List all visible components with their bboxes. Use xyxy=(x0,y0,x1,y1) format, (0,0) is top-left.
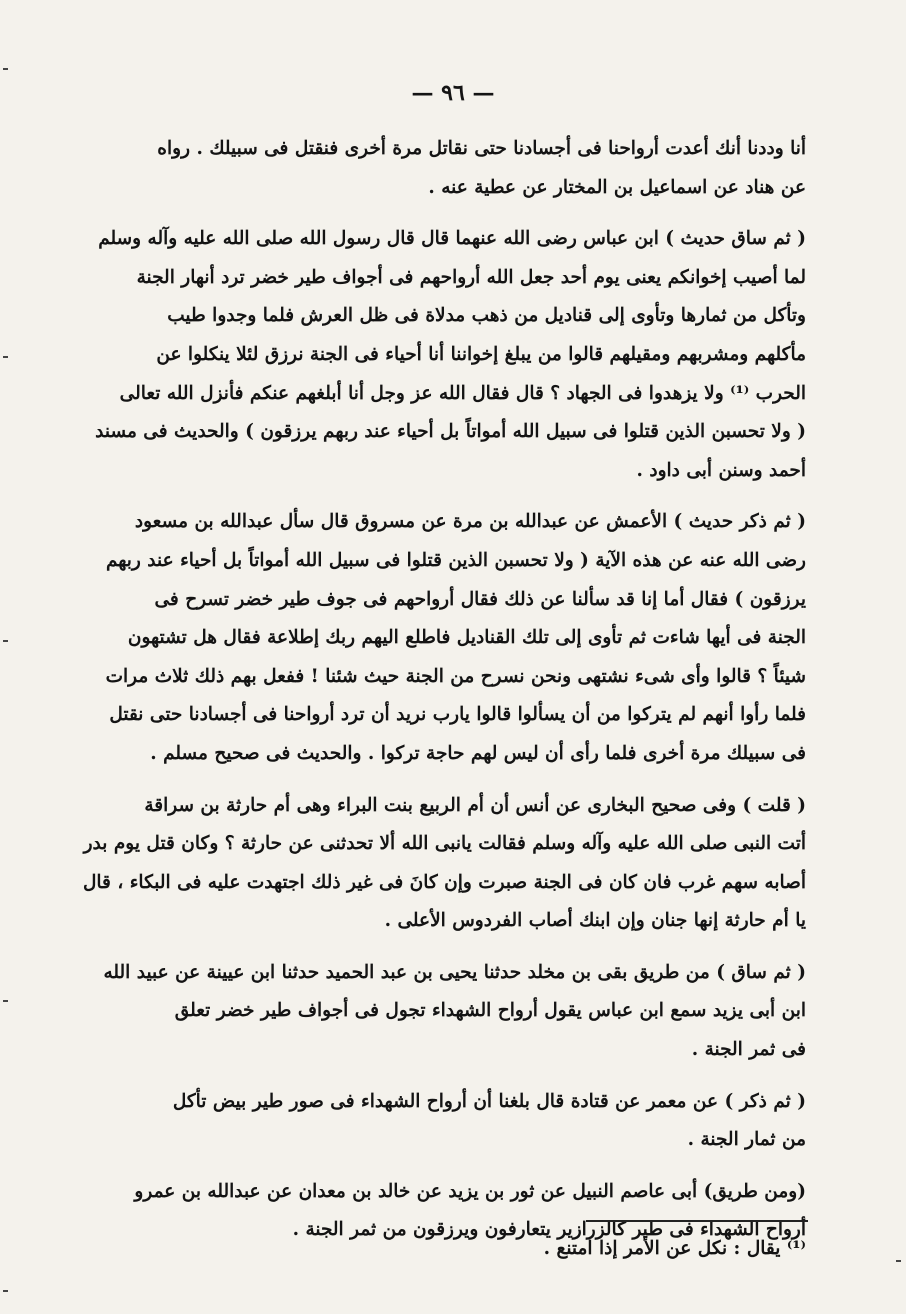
margin-mark xyxy=(3,640,8,642)
text-line: عن هناد عن اسماعيل بن المختار عن عطية عنه . xyxy=(428,176,806,198)
footnote-divider xyxy=(586,1220,808,1222)
text-line: أنا وددنا أنك أعدت أرواحنا فى أجسادنا حتى نقاتل مرة أخرى فنقتل فى سبيلك . رواه xyxy=(157,138,806,159)
paragraph xyxy=(60,503,806,773)
text-line: ( ثم ساق حديث ) ابن عباس رضى الله عنهما قال قال رسول الله صلى الله عليه وآله وسلم xyxy=(98,228,806,250)
footnote: ⁽¹⁾ يقال : نكل عن الأمر إذا امتنع . xyxy=(543,1238,806,1259)
text-line: الحرب ⁽¹⁾ ولا يزهدوا فى الجهاد ؟ قال فقال الله عز وجل أنا أبلغهم عنكم فأنزل الله تعالى xyxy=(119,382,806,404)
paragraph xyxy=(60,130,806,207)
text-line: فى سبيلك مرة أخرى فلما رأى أن ليس لهم حاجة تركوا . والحديث فى صحيح مسلم . xyxy=(150,742,806,764)
text-line: مأكلهم ومشربهم ومقيلهم قالوا من يبلغ إخواننا أنا أحياء فى الجنة نرزق لئلا ينكلوا عن xyxy=(156,343,806,365)
body-text xyxy=(60,130,806,1263)
text-line: ( ثم ذكر حديث ) الأعمش عن عبدالله بن مرة عن مسروق قال سأل عبدالله بن مسعود xyxy=(134,511,806,533)
text-line: شيئاً ؟ قالوا وأى شىء نشتهى ونحن نسرح من الجنة حيث شئنا ! ففعل بهم ذلك ثلاث مرات xyxy=(105,665,806,687)
margin-mark xyxy=(896,1260,901,1262)
text-line: (ومن طريق) أبى عاصم النبيل عن ثور بن يزيد عن خالد بن معدان عن عبدالله بن عمرو xyxy=(134,1180,806,1202)
text-line: ابن أبى يزيد سمع ابن عباس يقول أرواح الشهداء تجول فى أجواف طير خضر تعلق xyxy=(174,1000,806,1022)
text-line: لما أصيب إخوانكم يعنى يوم أحد جعل الله أرواحهم فى أجواف طير خضر ترد أنهار الجنة xyxy=(136,266,806,288)
text-line: أصابه سهم غرب فان كان فى الجنة صبرت وإن كانَ فى غير ذلك اجتهدت عليه فى البكاء ، قال xyxy=(82,871,806,893)
page-number: — ٩٦ — xyxy=(411,80,495,106)
text-line: أتت النبى صلى الله عليه وآله وسلم فقالت يانبى الله ألا تحدثنى عن حارثة ؟ وكان قتل يوم بدر xyxy=(83,833,806,855)
text-line: ( ولا تحسبن الذين قتلوا فى سبيل الله أمواتاً بل أحياء عند ربهم يرزقون ) والحديث فى مسند xyxy=(95,421,806,443)
text-line: ( ثم ذكر ) عن معمر عن قتادة قال بلغنا أن أرواح الشهداء فى صور طير بيض تأكل xyxy=(172,1090,806,1112)
text-line: أحمد وسنن أبى داود . xyxy=(636,459,806,481)
margin-mark xyxy=(3,356,8,358)
text-line: فلما رأوا أنهم لم يتركوا من أن يسألوا قالوا يارب نريد أن ترد أرواحنا فى أجسادنا حتى نقتل xyxy=(109,704,806,726)
paragraph xyxy=(60,220,806,490)
text-line: أرواح الشهداء فى طير كالزرازير يتعارفون ويرزقون من ثمر الجنة . xyxy=(292,1219,806,1241)
text-line: يرزقون ) فقال أما إنا قد سألنا عن ذلك فقال أرواحهم فى جوف طير خضر تسرح فى xyxy=(154,588,806,610)
margin-mark xyxy=(3,1290,8,1292)
text-line: يا أم حارثة إنها جنان وإن ابنك أصاب الفردوس الأعلى . xyxy=(384,910,806,932)
margin-mark xyxy=(3,1000,8,1002)
text-line: الجنة فى أيها شاءت ثم تأوى إلى تلك القناديل فاطلع اليهم ربك إطلاعة فقال هل تشتهون xyxy=(127,627,806,649)
text-line: ( ثم ساق ) من طريق بقى بن مخلد حدثنا يحيى بن عبد الحميد حدثنا ابن عيينة عن عبيد الله xyxy=(103,961,806,983)
margin-mark xyxy=(3,68,8,70)
paragraph xyxy=(60,954,806,1070)
text-line: وتأكل من ثمارها وتأوى إلى قناديل من ذهب مدلاة فى ظل العرش فلما وجدوا طيب xyxy=(167,305,806,327)
text-line: رضى الله عنه عن هذه الآية ( ولا تحسبن الذين قتلوا فى سبيل الله أمواتاً بل أحياء عند ربهم xyxy=(105,549,806,571)
paragraph xyxy=(60,1083,806,1160)
text-line: من ثمار الجنة . xyxy=(687,1129,806,1151)
text-line: ( قلت ) وفى صحيح البخارى عن أنس أن أم الربيع بنت البراء وهى أم حارثة بن سراقة xyxy=(144,794,806,816)
paragraph xyxy=(60,787,806,941)
text-line: فى ثمر الجنة . xyxy=(691,1039,806,1061)
